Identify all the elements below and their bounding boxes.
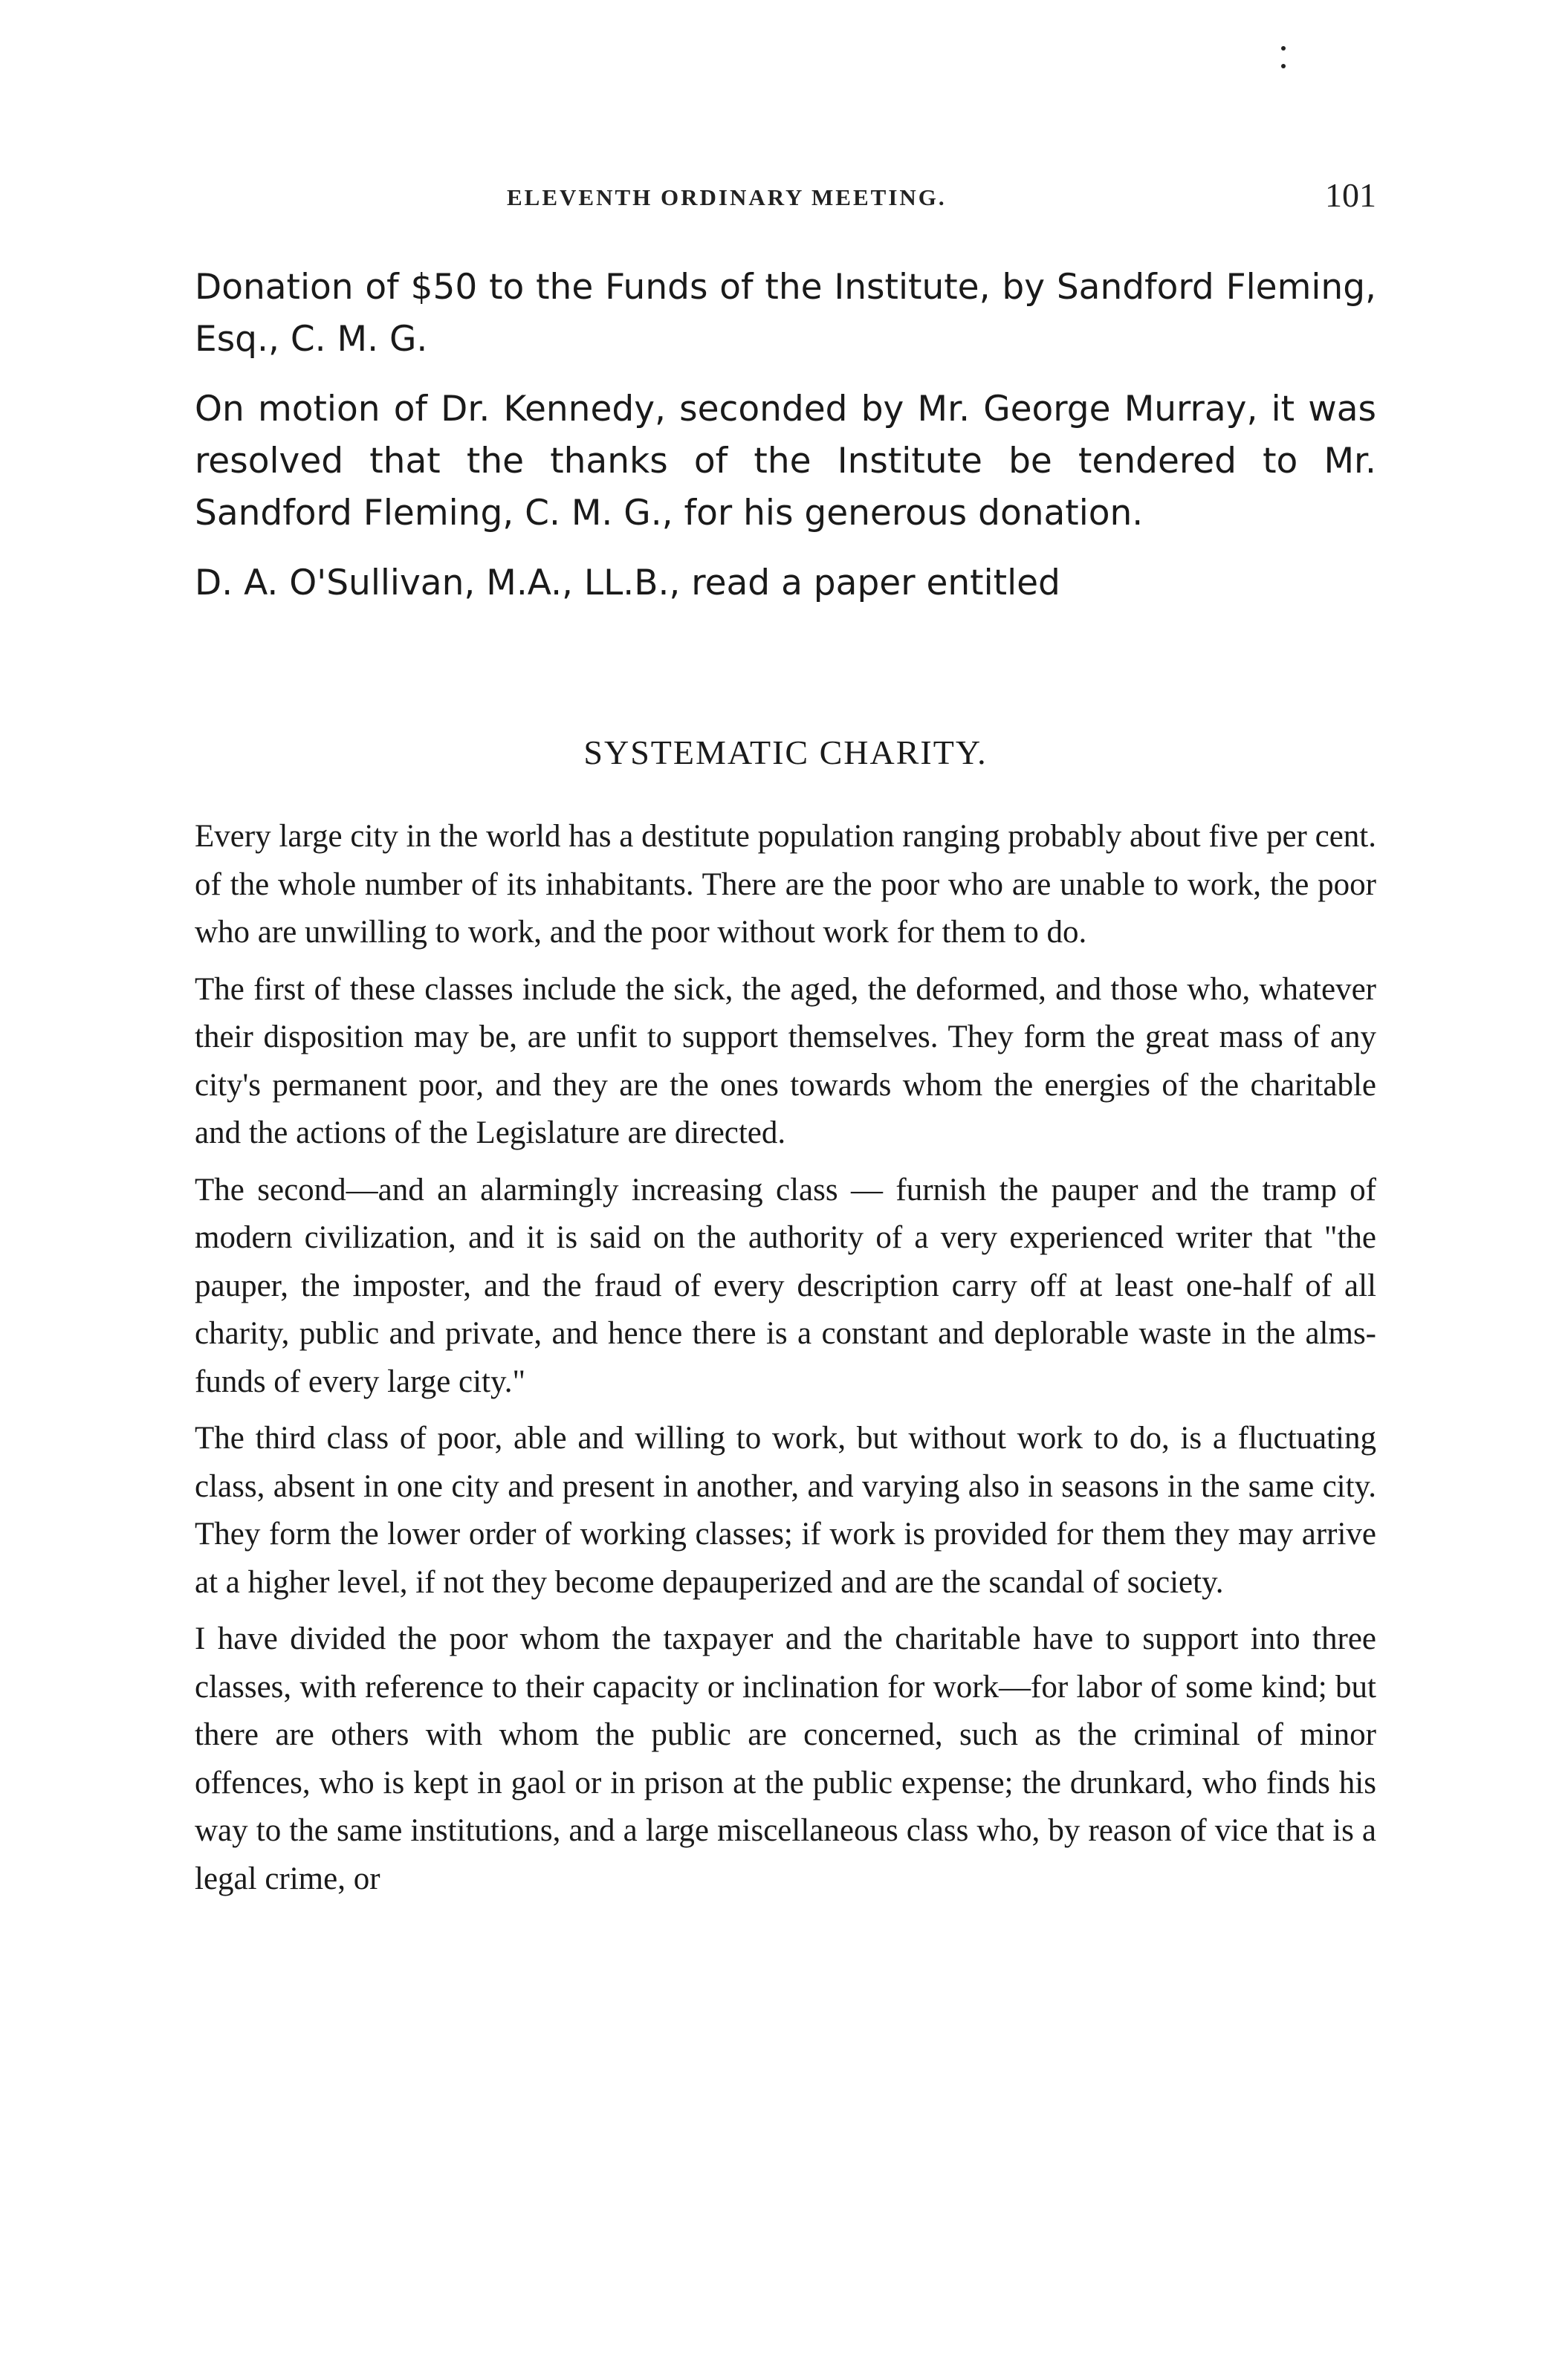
body-paragraph: The third class of poor, able and willing to work, but without work to do, is a fluctuating class, absent in one city and present in another, and varying also in seasons in the same city. They form the lower order of working classes; if work is provided for them they may arrive at a higher level, if not they become depauperized and are the scandal of society. (195, 1421, 1376, 1600)
paper-body (195, 813, 1376, 1912)
section-title: SYSTEMATIC CHARITY. (583, 733, 988, 771)
body-paragraph: Every large city in the world has a destitute population ranging probably about five per cent. of the whole number of its inhabitants. There are the poor who are unable to work, the poor who are unwilling to work, and the poor without work for them to do. (195, 819, 1376, 950)
meeting-minutes (195, 262, 1376, 609)
running-title: ELEVENTH ORDINARY MEETING. (507, 184, 947, 210)
margin-specks (1281, 45, 1289, 74)
body-paragraph: I have divided the poor whom the taxpayer and the charitable have to support into three classes, with reference to their capacity or inclination for work—for labor of some kind; but there are others with whom the public are concerned, such as the criminal of minor offences, who is kept in gaol or in prison at the public expense; the drunkard, who finds his way to the same institutions, and a large miscellaneous class who, by reason of vice that is a legal crime, or (195, 1621, 1376, 1896)
running-head (195, 175, 1376, 220)
motion-paragraph: On motion of Dr. Kennedy, seconded by Mr. George Murray, it was resolved that the thanks of the Institute be tendered to Mr. Sandford Fleming, C. M. G., for his generous donation. (195, 389, 1376, 534)
paper-intro-paragraph: D. A. O'Sullivan, M.A., LL.B., read a paper entitled (195, 563, 1060, 603)
body-paragraph: The second—and an alarmingly increasing class — furnish the pauper and the tramp of modern civilization, and it is said on the authority of a very experienced writer that "the pauper, the imposter, and the fraud of every description carry off at least one-half of all charity, public and private, and hence there is a constant and deplorable waste in the alms-funds of every large city." (195, 1172, 1376, 1399)
book-page (195, 0, 1376, 2363)
speck-mark (1281, 46, 1286, 51)
page-number: 101 (1325, 176, 1376, 214)
body-paragraph: The first of these classes include the sick, the aged, the deformed, and those who, whatever their disposition may be, are unfit to support themselves. They form the great mass of any city's permanent poor, and they are the ones towards whom the energies of the charitable and the actions of the Legislature are directed. (195, 971, 1376, 1150)
speck-mark (1281, 64, 1286, 68)
donation-paragraph: Donation of $50 to the Funds of the Institute, by Sandford Fleming, Esq., C. M. G. (195, 267, 1376, 360)
